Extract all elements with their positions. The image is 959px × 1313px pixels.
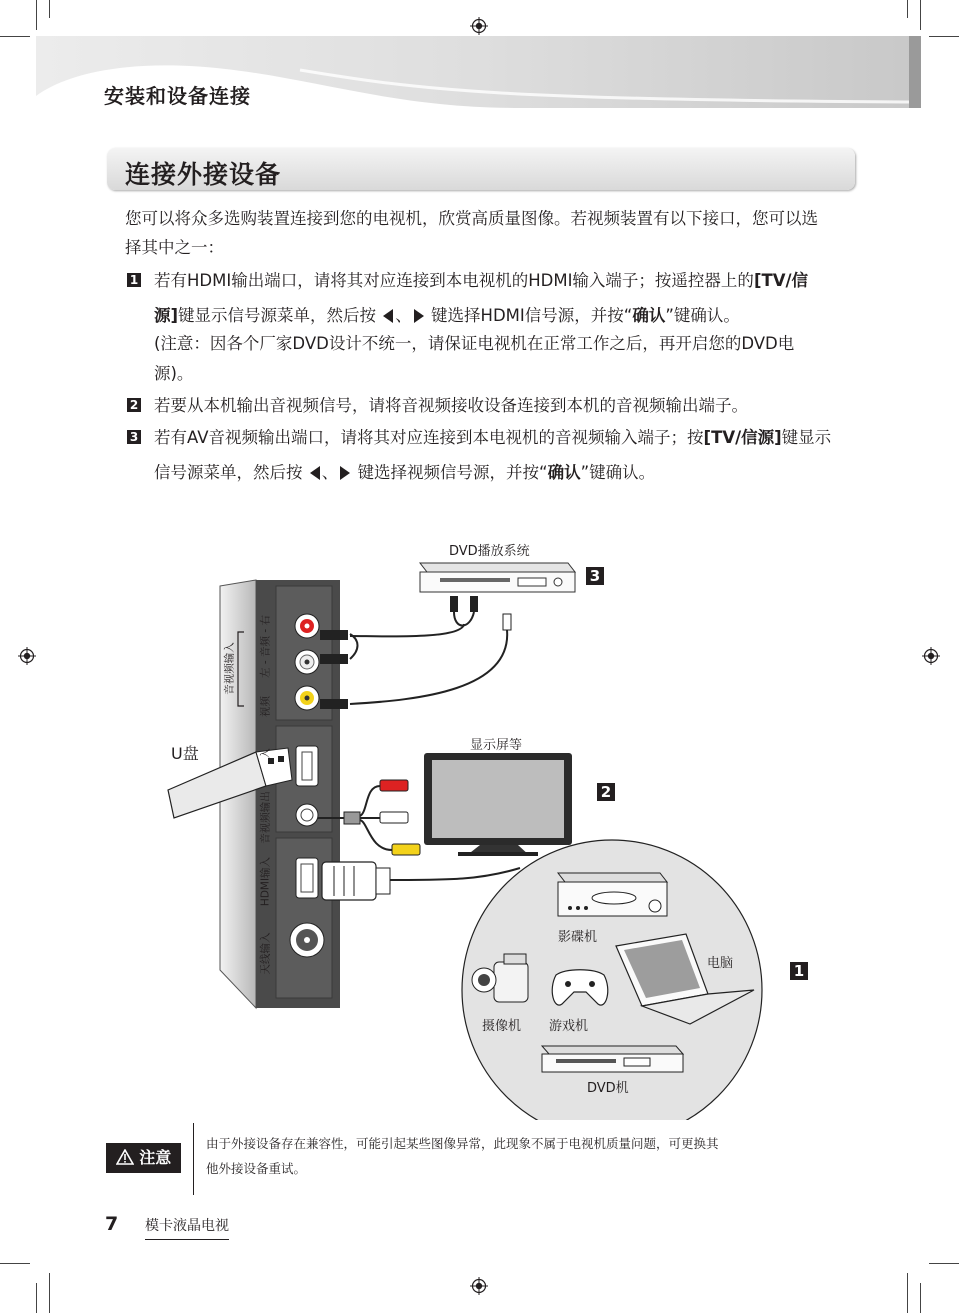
av-out-label: 音视频输出 <box>259 791 272 844</box>
item-text: 键选择HDMI信号源，并按“ <box>431 306 633 325</box>
item-text: 若有HDMI输出端口，请将其对应连接到本电视机的HDMI输入端子；按遥控器上的 <box>154 271 754 290</box>
item-text: ”键确认。 <box>580 463 656 482</box>
divider <box>193 1123 194 1195</box>
console-label: 游戏机 <box>549 1019 589 1034</box>
list-item <box>154 463 655 483</box>
dvd-system <box>420 563 575 592</box>
item-text-bold: [TV/信源] <box>703 428 782 447</box>
item-text: 、 <box>395 306 412 325</box>
crop-mark <box>36 1283 37 1313</box>
camcorder-label: 摄像机 <box>482 1019 522 1034</box>
item-text-bold: 确认 <box>547 463 581 482</box>
item-text-bold: [TV/信 <box>753 271 809 290</box>
hdmi-in-label: HDMI输入 <box>259 856 272 907</box>
registration-mark-icon <box>470 1277 488 1295</box>
right-arrow-icon <box>340 466 350 480</box>
note-badge <box>106 1143 181 1173</box>
item-text: 键显示信号源菜单，然后按 <box>178 306 377 325</box>
item-text: ”键确认。 <box>665 306 740 325</box>
pc-label: 电脑 <box>707 956 734 971</box>
connection-diagram <box>0 520 959 1120</box>
list-item <box>154 271 808 291</box>
warning-icon <box>116 1149 134 1165</box>
item-text: 键显示 <box>781 428 832 447</box>
diagram-badge-2: 2 <box>597 783 615 801</box>
page-title: 连接外接设备 <box>125 160 282 189</box>
item-number-badge: 3 <box>127 430 141 444</box>
item-text: 若有AV音视频输出端口，请将其对应连接到本电视机的音视频输入端子；按 <box>154 428 704 447</box>
item-number-badge: 1 <box>127 273 141 287</box>
note-text: 由于外接设备存在兼容性，可能引起某些图像异常，此现象不属于电视机质量问题，可更换其 <box>206 1136 719 1151</box>
player-label: 影碟机 <box>558 930 598 945</box>
right-arrow-icon <box>414 309 424 323</box>
list-item: 若要从本机输出音视频信号，请将音视频接收设备连接到本机的音视频输出端子。 <box>154 396 748 415</box>
note-label: 注意 <box>139 1148 172 1167</box>
page-number: 7 <box>105 1213 119 1235</box>
crop-mark <box>0 1263 30 1264</box>
list-item <box>154 428 831 448</box>
usb-in-label: 入 <box>259 748 272 759</box>
section-label: 安装和设备连接 <box>104 84 251 108</box>
note-text: 他外接设备重试。 <box>206 1161 307 1176</box>
item-text: 信号源菜单，然后按 <box>154 463 303 482</box>
crop-mark <box>929 1263 959 1264</box>
antenna-in-label: 天线输入 <box>259 932 272 975</box>
intro-line: 您可以将众多选购装置连接到您的电视机，欣赏高质量图像。若视频装置有以下接口，您可以选 <box>125 209 818 228</box>
crop-mark <box>49 1273 50 1313</box>
dvd-player <box>542 1046 683 1072</box>
av-in-label: 音视频输入 <box>223 642 236 695</box>
dvd-system-label: DVD播放系统 <box>449 544 530 559</box>
disc-player <box>558 873 667 916</box>
left-arrow-icon <box>310 466 320 480</box>
footer-title: 模卡液晶电视 <box>145 1215 229 1240</box>
diagram-badge-1: 1 <box>790 962 808 980</box>
udisk-label: U盘 <box>171 744 199 763</box>
item-note: 源)。 <box>154 364 194 383</box>
crop-mark <box>920 1283 921 1313</box>
audio-lr-label: 左 - 音频 - 右 <box>259 615 272 678</box>
item-number-badge: 2 <box>127 398 141 412</box>
list-item <box>154 306 740 326</box>
diagram-badge-3: 3 <box>586 567 604 585</box>
crop-mark <box>907 1273 908 1313</box>
video-label: 视频 <box>259 696 272 717</box>
item-text: 、 <box>321 463 339 482</box>
monitor <box>424 753 572 856</box>
item-note: (注意：因各个厂家DVD设计不统一，请保证电视机在正常工作之后，再开启您的DVD电 <box>154 334 795 353</box>
av-cable <box>320 596 511 709</box>
intro-line: 择其中之一： <box>125 238 224 257</box>
item-text-bold: 源] <box>154 306 179 325</box>
dvd-player-label: DVD机 <box>587 1081 629 1096</box>
item-text-bold: 确认 <box>632 306 666 325</box>
item-text: 键选择视频信号源，并按“ <box>357 463 548 482</box>
hdmi-plug <box>322 862 520 900</box>
display-label: 显示屏等 <box>470 738 523 753</box>
left-arrow-icon <box>383 309 393 323</box>
